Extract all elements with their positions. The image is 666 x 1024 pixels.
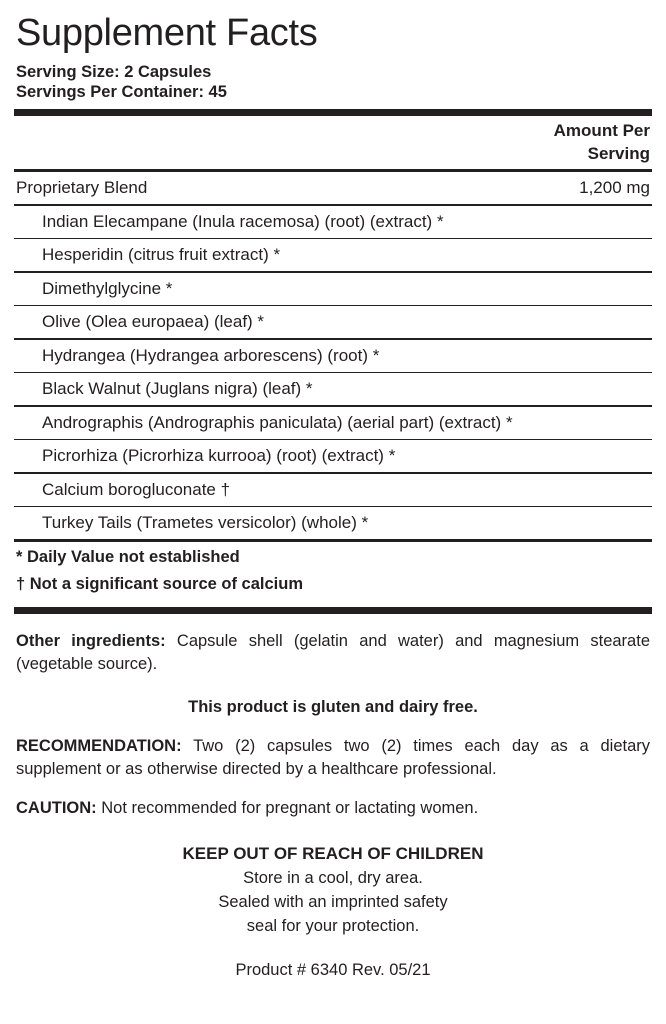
nutrient-amount: 1,200 mg — [579, 178, 650, 197]
recommendation — [16, 735, 650, 781]
supplement-facts-panel — [14, 10, 652, 614]
other-ingredients — [16, 630, 650, 676]
product-number-revision: Product # 6340 Rev. 05/21 — [235, 961, 431, 979]
nutrient-name: Turkey Tails (Trametes versicolor) (whole) * — [42, 513, 369, 532]
nutrient-name: Picrorhiza (Picrorhiza kurrooa) (root) (extract) * — [42, 446, 396, 465]
table-row — [14, 373, 652, 405]
storage-line-2: Sealed with an imprinted safety — [218, 893, 448, 911]
table-row — [14, 172, 652, 204]
nutrient-name: Proprietary Blend — [16, 178, 148, 197]
panel-bottom-rule — [14, 607, 652, 614]
nutrient-name: Olive (Olea europaea) (leaf) * — [42, 312, 265, 331]
table-row — [14, 206, 652, 238]
nutrient-name: Calcium borogluconate † — [42, 479, 231, 499]
table-row — [14, 340, 652, 372]
recommendation-text: Two (2) capsules two (2) times each day as a dietary supplement or as otherwise directed by a healthcare professional. — [16, 737, 650, 778]
amount-header-line2: Serving — [587, 144, 650, 163]
footnote-daily-value: * Daily Value not established — [16, 548, 240, 566]
nutrient-name: Hydrangea (Hydrangea arborescens) (root) * — [42, 345, 380, 365]
caution-label: CAUTION: — [16, 799, 97, 817]
table-row — [14, 239, 652, 271]
storage-line-1: Store in a cool, dry area. — [243, 869, 423, 887]
storage-line-3: seal for your protection. — [246, 917, 420, 935]
keep-out-of-reach-warning: KEEP OUT OF REACH OF CHILDREN — [182, 844, 484, 863]
table-row — [14, 507, 652, 539]
amount-header-line1: Amount Per — [553, 121, 650, 140]
table-row — [14, 407, 652, 439]
caution-text: Not recommended for pregnant or lactating women. — [96, 799, 479, 817]
nutrient-name: Andrographis (Andrographis paniculata) (aerial part) (extract) * — [42, 412, 513, 432]
table-row — [14, 273, 652, 305]
label-body-copy — [14, 630, 652, 982]
panel-top-rule — [14, 109, 652, 116]
gluten-dairy-free-statement: This product is gluten and dairy free. — [188, 698, 478, 716]
caution — [16, 797, 650, 820]
other-ingredients-label: Other ingredients: — [16, 632, 166, 650]
footnote-calcium: † Not a significant source of calcium — [16, 575, 303, 593]
page-title: Supplement Facts — [16, 12, 318, 54]
nutrient-name: Black Walnut (Juglans nigra) (leaf) * — [42, 379, 313, 398]
recommendation-label: RECOMMENDATION: — [16, 737, 182, 755]
nutrient-name: Dimethylglycine * — [42, 278, 173, 298]
nutrient-name: Indian Elecampane (Inula racemosa) (root) (extract) * — [42, 211, 444, 231]
nutrient-name: Hesperidin (citrus fruit extract) * — [42, 245, 281, 264]
serving-size: Serving Size: 2 Capsules — [16, 63, 212, 81]
other-ingredients-text: Capsule shell (gelatin and water) and magnesium stearate (vegetable source). — [16, 632, 650, 673]
amount-per-serving-header — [14, 116, 652, 169]
servings-per-container: Servings Per Container: 45 — [16, 83, 227, 101]
table-row — [14, 306, 652, 338]
table-row — [14, 474, 652, 506]
table-row — [14, 440, 652, 472]
